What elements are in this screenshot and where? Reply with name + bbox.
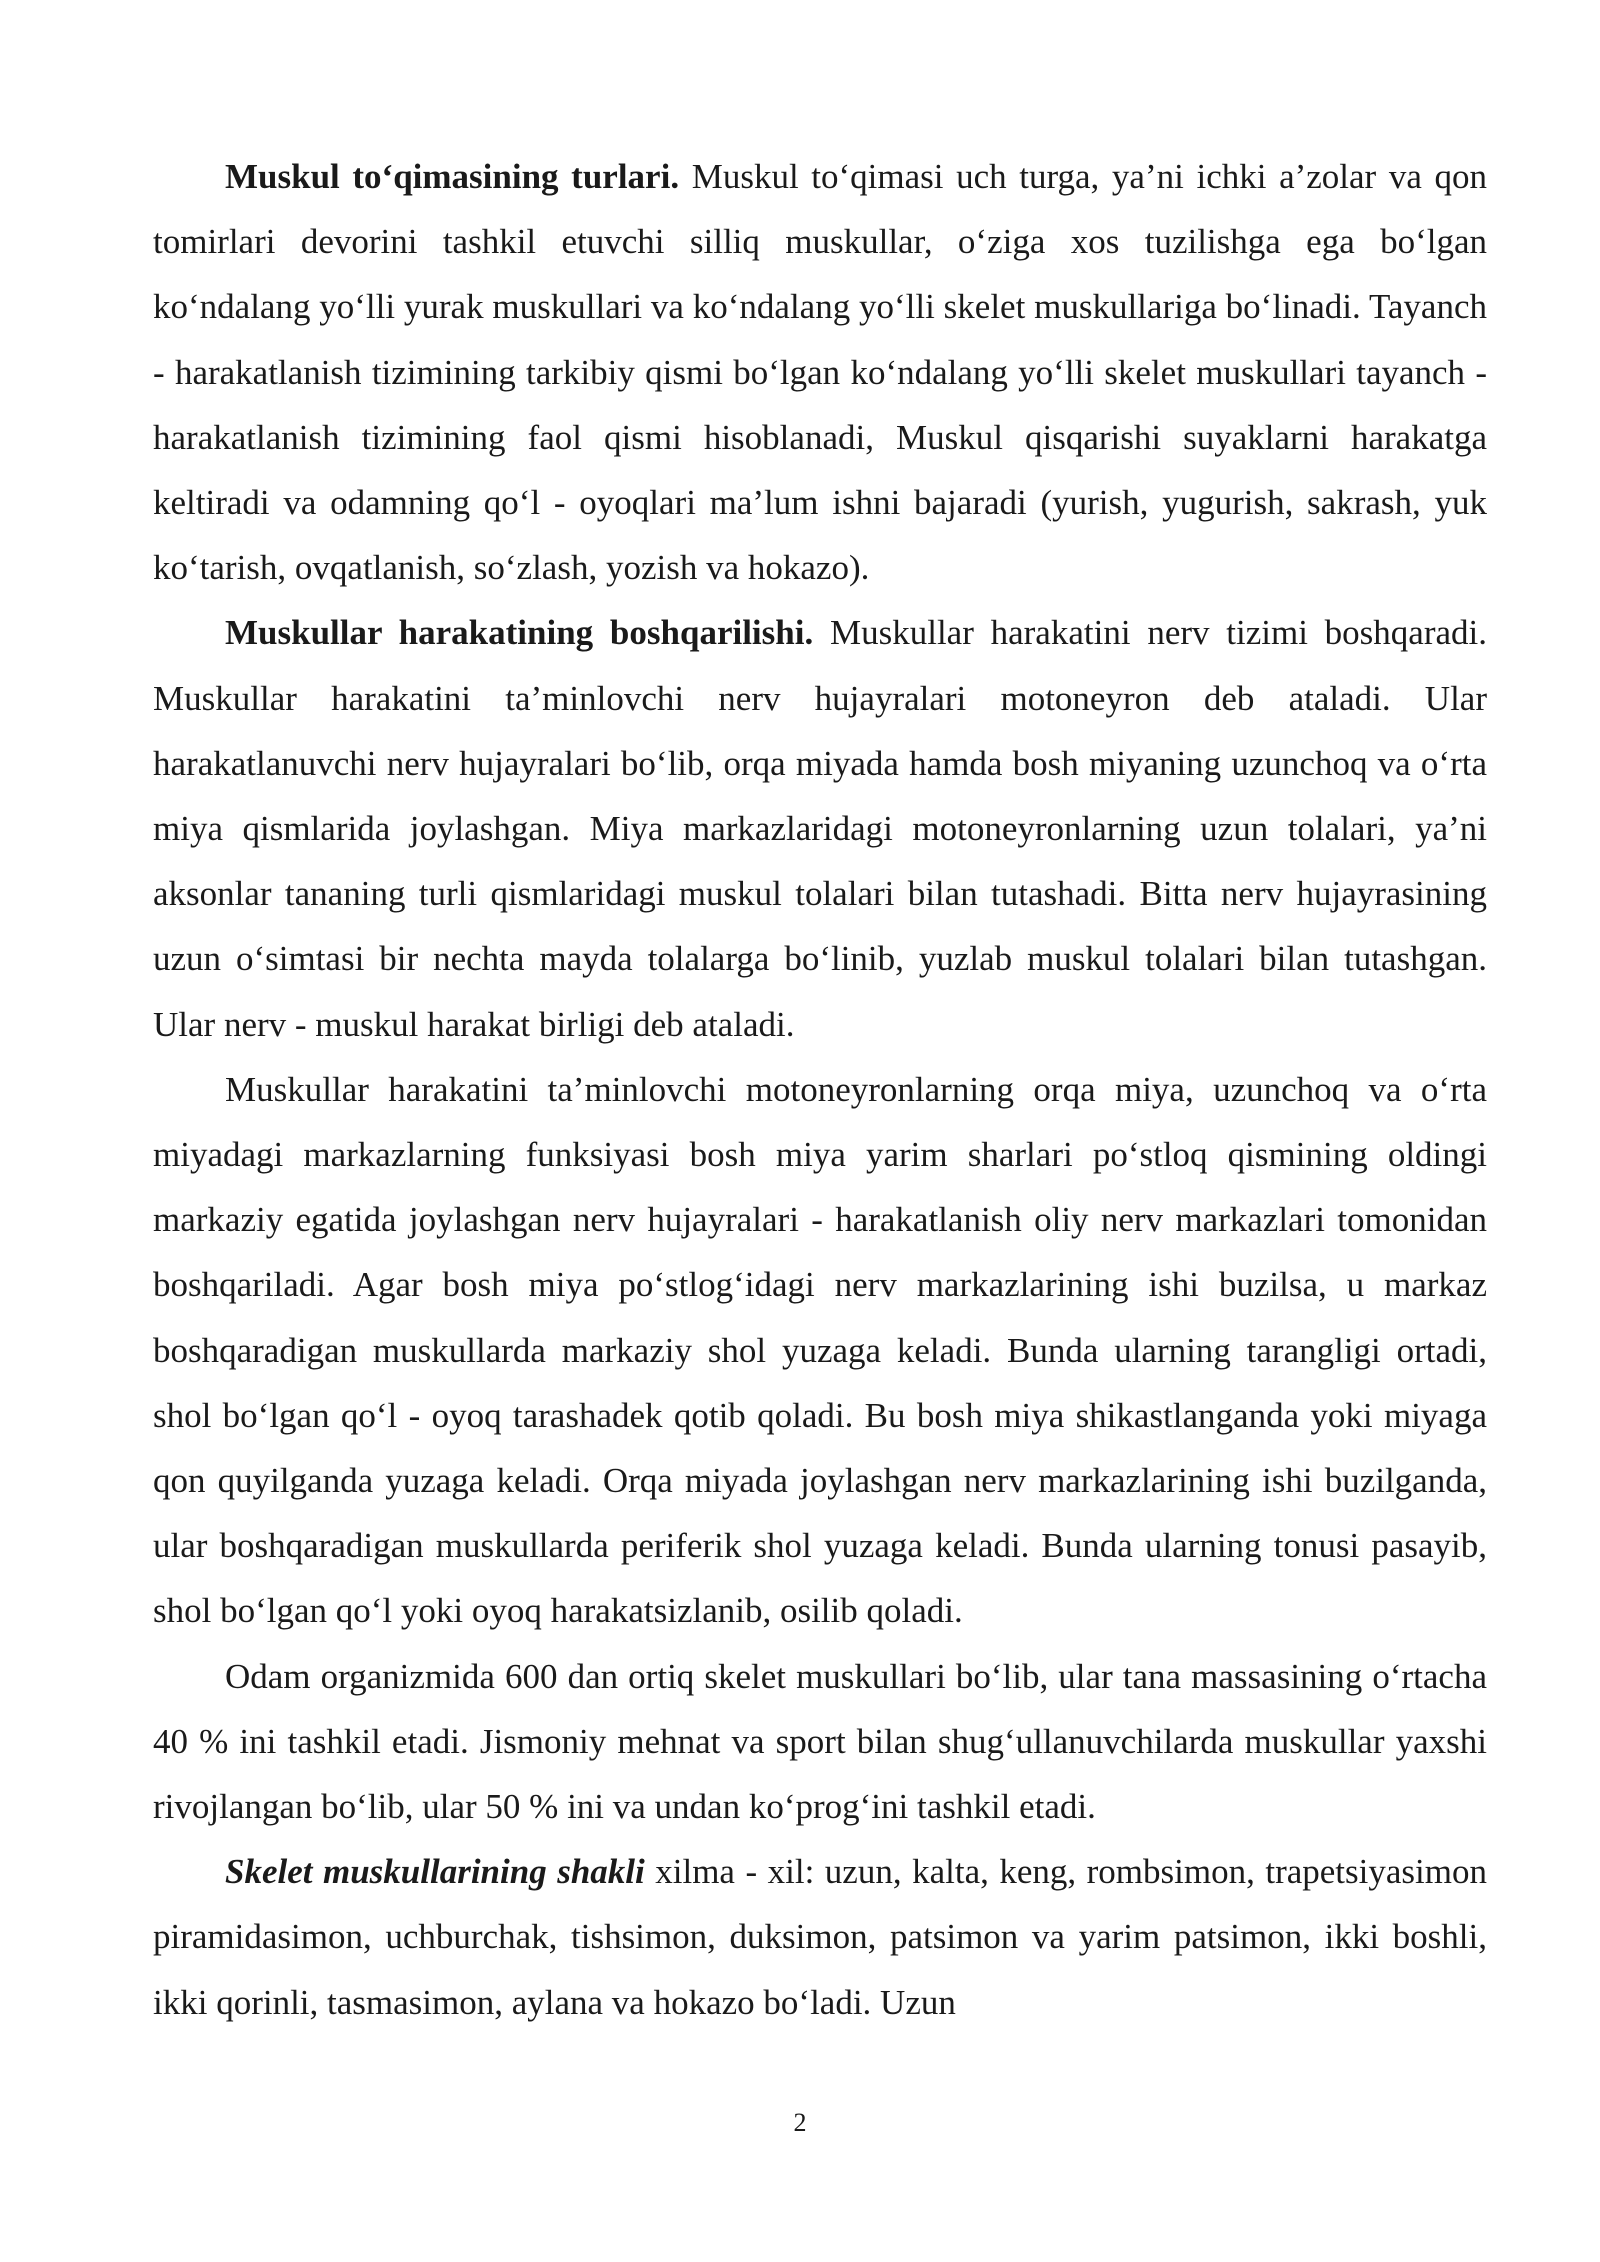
paragraph-text: Muskullar harakatini nerv tizimi boshqaradi. Muskullar harakatini ta’minlovchi nerv hujayralari motoneyron deb ataladi. Ular harakatlanuvchi nerv hujayralari bo‘lib, orqa miyada hamda bosh miyaning uzunchoq va o‘rta miya qismlarida joylashgan. Miya markazlaridagi motoneyronlarning uzun tolalari, ya’ni aksonlar tananing turli qismlaridagi muskul tolalari bilan tutashadi. Bitta nerv hujayrasining uzun o‘simtasi bir nechta mayda tolalarga bo‘linib, yuzlab muskul tolalari bilan tutashgan. Ular nerv - muskul harakat birligi deb ataladi. [153, 613, 1488, 1044]
paragraph-text: Muskullar harakatini ta’minlovchi motoneyronlarning orqa miya, uzunchoq va o‘rta miyadagi markazlarning funksiyasi bosh miya yarim sharlari po‘stloq qismining oldingi markaziy egatida joylashgan nerv hujayralari - harakatlanish oliy nerv markazlari tomonidan boshqariladi. Agar bosh miya po‘stlog‘idagi nerv markazlarining ishi buzilsa, u markaz boshqaradigan muskullarda markaziy shol yuzaga keladi. Bunda ularning tarangligi ortadi, shol bo‘lgan qo‘l - oyoq tarashadek qotib qoladi. Bu bosh miya shikastlanganda yoki miyaga qon quyilganda yuzaga keladi. Orqa miyada joylashgan nerv markazlarining ishi buzilganda, ular boshqaradigan muskullarda periferik shol yuzaga keladi. Bunda ularning tonusi pasayib, shol bo‘lgan qo‘l yoki oyoq harakatsizlanib, osilib qoladi. [153, 1069, 1487, 1631]
paragraph-text: Muskul to‘qimasi uch turga, ya’ni ichki a’zolar va qon tomirlari devorini tashkil etuvchi silliq muskullar, o‘ziga xos tuzilishga ega bo‘lgan ko‘ndalang yo‘lli yurak muskullari va ko‘ndalang yo‘lli skelet muskullariga bo‘linadi. Tayanch - harakatlanish tizimining tarkibiy qismi bo‘lgan ko‘ndalang yo‘lli skelet muskullari tayanch - harakatlanish tizimining faol qismi hisoblanadi, Muskul qisqarishi suyaklarni harakatga keltiradi va odamning qo‘l - oyoqlari ma’lum ishni bajaradi (yurish, yugurish, sakrash, yuk ko‘tarish, ovqatlanish, so‘zlash, yozish va hokazo). [153, 157, 1487, 588]
paragraph-motor-centers [153, 1057, 1487, 1644]
document-body [153, 144, 1487, 2035]
paragraph-text: Odam organizmida 600 dan ortiq skelet muskullari bo‘lib, ular tana massasining o‘rtacha 40 % ini tashkil etadi. Jismoniy mehnat va sport bilan shug‘ullanuvchilarda muskullar yaxshi rivojlangan bo‘lib, ular 50 % ini va undan ko‘prog‘ini tashkil etadi. [153, 1656, 1487, 1827]
page-number: 2 [793, 2108, 807, 2137]
paragraph-heading: Muskul to‘qimasining turlari. [225, 157, 680, 196]
paragraph-heading: Skelet muskullarining shakli [225, 1852, 645, 1892]
paragraph-muscle-control [153, 600, 1487, 1056]
paragraph-muscle-tissue-types [153, 144, 1487, 600]
paragraph-muscle-count [153, 1644, 1487, 1840]
paragraph-muscle-shapes [153, 1839, 1487, 2035]
paragraph-heading: Muskullar harakatining boshqarilishi. [225, 613, 814, 653]
paragraph-text: xilma - xil: uzun, kalta, keng, rombsimon, trapetsiyasimon piramidasimon, uchburchak, tishsimon, duksimon, patsimon va yarim patsimon, ikki boshli, ikki qorinli, tasmasimon, aylana va hokazo bo‘ladi. Uzun [153, 1852, 1487, 2022]
